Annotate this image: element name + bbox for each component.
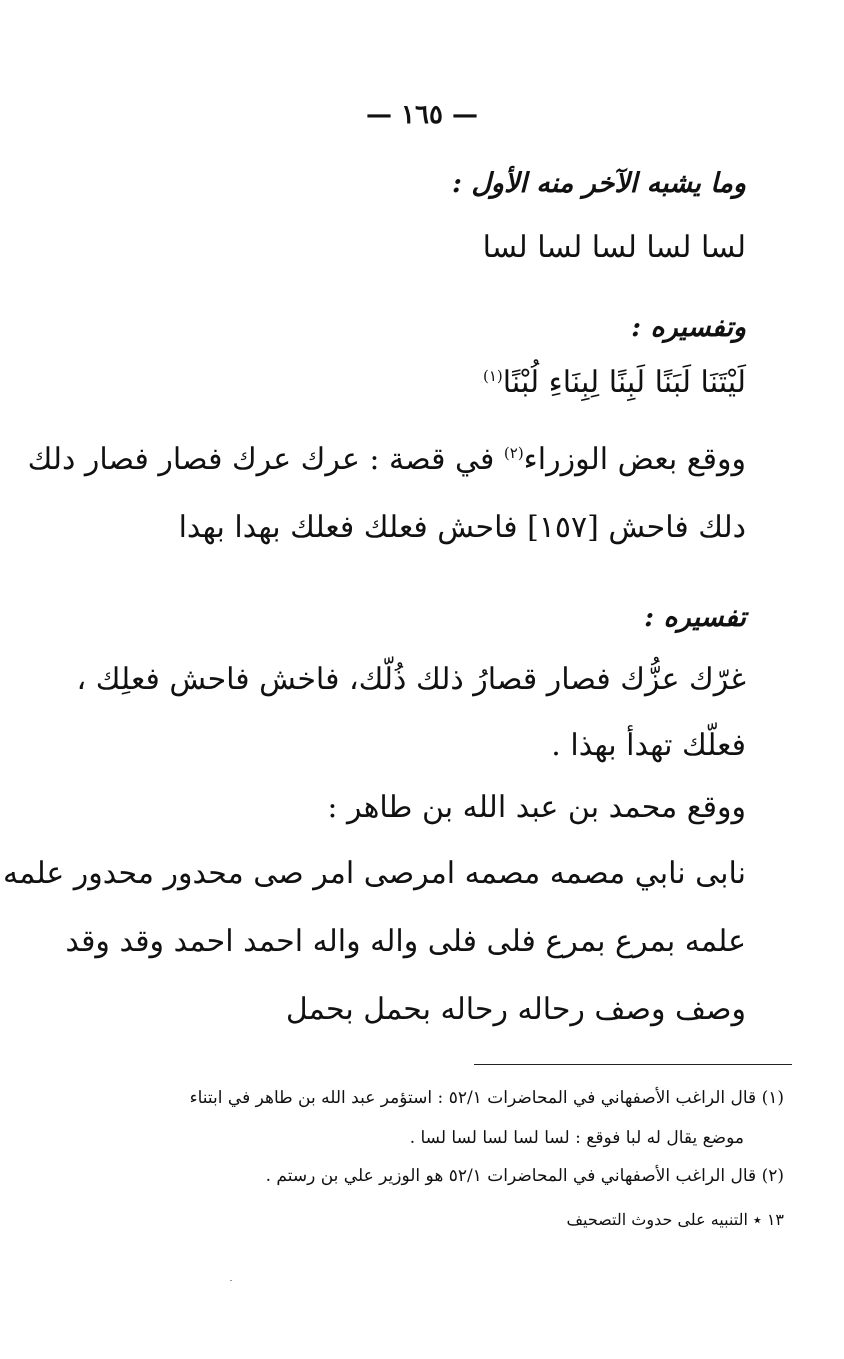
footnote-divider xyxy=(474,1064,792,1065)
decoded-text-2-line-2: فعلّك تهدأ بهذا . xyxy=(551,728,746,763)
footnote-ref-1[interactable]: (١) xyxy=(482,367,503,385)
paragraph-1-line-1 xyxy=(27,442,746,477)
decoded-text-1 xyxy=(98,365,746,400)
decoded-text-1-body: لَيْتَنَا لَبَنًا لَبِنًا لِبِنَاءِ لُبْنًا xyxy=(502,365,746,400)
page-number: — ١٦٥ — xyxy=(365,100,479,130)
footnote-ref-2[interactable]: (٢) xyxy=(503,444,524,462)
footnote-1-line-1: (١) قال الراغب الأصفهاني في المحاضرات ٥٢/١ : استؤمر عبد الله بن طاهر في ابتناء xyxy=(189,1088,784,1108)
paragraph-2-line-1: نابى نابي مصمه مصمه امرصى امر صى محدور محدور علمه xyxy=(3,856,746,891)
decoded-text-2-line-1: غرّك عزُّك فصار قصارُ ذلك ذُلّك، فاخش فاحش فعلِك ، xyxy=(76,662,746,697)
paper-speck xyxy=(230,1280,232,1281)
footnote-2: (٢) قال الراغب الأصفهاني في المحاضرات ٥٢/١ هو الوزير علي بن رستم . xyxy=(265,1166,784,1186)
paragraph-2-line-2: علمه بمرع بمرع فلى فلى واله واله احمد احمد وقد وقد xyxy=(65,924,746,959)
paragraph-2-intro: ووقع محمد بن عبد الله بن طاهر : xyxy=(327,790,746,825)
paragraph-1-lead: ووقع بعض الوزراء xyxy=(523,442,746,477)
heading-similar-last-first: وما يشبه الآخر منه الأول : xyxy=(451,168,746,199)
heading-interpretation-2: تفسيره : xyxy=(644,602,746,633)
footnote-1-line-2: موضع يقال له لبا فوقع : لسا لسا لسا لسا لسا . xyxy=(409,1128,744,1148)
paragraph-1-rest: في قصة : عرك عرك فصار فصار دلك xyxy=(27,442,504,477)
paragraph-2-line-3: وصف وصف رحاله رحاله بحمل بحمل xyxy=(285,992,746,1027)
paragraph-1-line-2: دلك فاحش [١٥٧] فاحش فعلك فعلك بهدا بهدا xyxy=(178,510,746,545)
heading-interpretation-1: وتفسيره : xyxy=(631,312,746,343)
printer-signature: ١٣ ٭ التنبيه على حدوث التصحيف xyxy=(566,1210,784,1229)
encoded-text-1: لسا لسا لسا لسا لسا xyxy=(482,230,746,265)
